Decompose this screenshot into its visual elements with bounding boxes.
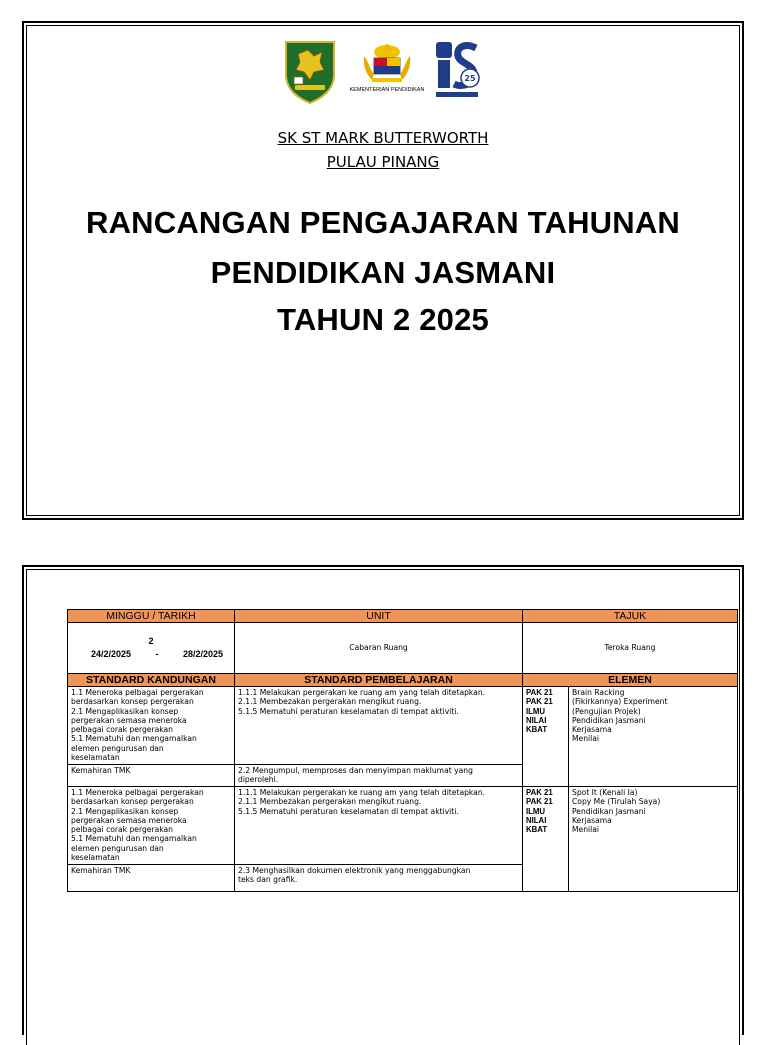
standard-pembelajaran-cell bbox=[235, 787, 523, 865]
elemen-code: PAK 21 bbox=[526, 797, 553, 807]
tmk-sp-line: 2.3 Menghasilkan dokumen elektronik yang menggabungkan bbox=[238, 866, 471, 875]
elemen-codes-cell bbox=[523, 687, 569, 787]
sp-line: 1.1.1 Melakukan pergerakan ke ruang am yang telah ditetapkan. bbox=[238, 788, 486, 797]
elemen-code: PAK 21 bbox=[526, 688, 553, 697]
elemen-item: Kerjasama bbox=[572, 725, 612, 735]
document-title: RANCANGAN PENGAJARAN TAHUNAN bbox=[85, 205, 681, 240]
elemen-code: PAK 21 bbox=[526, 788, 553, 797]
sk-line: 1.1 Meneroka pelbagai pergerakan bbox=[71, 688, 204, 697]
sk-line: berdasarkan konsep pergerakan bbox=[71, 797, 194, 807]
svg-text:25: 25 bbox=[464, 74, 476, 83]
tmk-cell: Kemahiran TMK bbox=[68, 865, 235, 892]
elemen-code: ILMU bbox=[526, 706, 546, 716]
table-row bbox=[68, 787, 738, 865]
header-standard-kandungan: STANDARD KANDUNGAN bbox=[68, 674, 235, 687]
date-start: 24/2/2025 bbox=[91, 649, 132, 659]
header-standard-pembelajaran: STANDARD PEMBELAJARAN bbox=[235, 674, 523, 687]
elemen-details-cell bbox=[569, 687, 738, 787]
header-row bbox=[68, 610, 738, 623]
lesson-plan-table bbox=[67, 609, 738, 892]
year-title: TAHUN 2 2025 bbox=[276, 302, 489, 337]
sk-line: pelbagai corak pergerakan bbox=[71, 825, 173, 835]
week-date-cell bbox=[68, 623, 235, 674]
elemen-item: Spot It (Kenali Ia) bbox=[572, 788, 638, 797]
elemen-code: KBAT bbox=[526, 825, 548, 835]
sk-line: berdasarkan konsep pergerakan bbox=[71, 697, 194, 707]
cover-page bbox=[22, 21, 744, 520]
elemen-code: NILAI bbox=[526, 815, 547, 825]
sk-line: elemen pengurusan dan bbox=[71, 843, 164, 853]
tmk-sp-cell bbox=[235, 865, 523, 892]
elemen-codes-cell bbox=[523, 787, 569, 892]
elemen-item: Menilai bbox=[572, 825, 600, 835]
week-number: 2 bbox=[148, 635, 154, 646]
header-minggu: MINGGU / TARIKH bbox=[68, 610, 235, 623]
anniversary-25-logo bbox=[434, 40, 480, 103]
header-unit: UNIT bbox=[235, 610, 523, 623]
tajuk-cell: Teroka Ruang bbox=[523, 623, 738, 674]
tmk-sp-line: diperolehi. bbox=[238, 775, 279, 785]
subject-title: PENDIDIKAN JASMANI bbox=[210, 255, 556, 290]
sp-line: 5.1.5 Mematuhi peraturan keselamatan di tempat aktiviti. bbox=[238, 806, 459, 816]
school-crest-logo bbox=[284, 40, 336, 109]
kpm-logo bbox=[344, 40, 430, 93]
sk-line: 2.1 Mengaplikasikan konsep bbox=[71, 706, 179, 716]
sk-line: pergerakan semasa meneroka bbox=[71, 815, 187, 825]
sp-line: 2.1.1 Membezakan pergerakan mengikut ruang. bbox=[238, 697, 422, 707]
sp-line: 1.1.1 Melakukan pergerakan ke ruang am yang telah ditetapkan. bbox=[238, 688, 486, 697]
school-state: PULAU PINANG bbox=[326, 153, 440, 171]
standard-pembelajaran-cell bbox=[235, 687, 523, 765]
tmk-cell: Kemahiran TMK bbox=[68, 765, 235, 787]
plan-page bbox=[22, 565, 744, 1035]
kpm-label: KEMENTERIAN PENDIDIKAN bbox=[349, 87, 425, 93]
standard-kandungan-cell bbox=[68, 787, 235, 865]
school-name: SK ST MARK BUTTERWORTH bbox=[277, 129, 489, 147]
info-row bbox=[68, 623, 738, 674]
elemen-item: Menilai bbox=[572, 734, 600, 744]
date-separator: - bbox=[155, 649, 159, 659]
elemen-item: (Fikirkannya) Experiment bbox=[572, 697, 668, 707]
tmk-sp-cell bbox=[235, 765, 523, 787]
elemen-code: KBAT bbox=[526, 725, 548, 735]
elemen-details-cell bbox=[569, 787, 738, 892]
table-row bbox=[68, 687, 738, 765]
elemen-code: ILMU bbox=[526, 806, 546, 816]
sk-line: 1.1 Meneroka pelbagai pergerakan bbox=[71, 788, 204, 797]
elemen-item: Pendidikan Jasmani bbox=[572, 715, 646, 725]
date-range bbox=[71, 646, 231, 659]
elemen-item: Copy Me (Tirulah Saya) bbox=[572, 797, 661, 807]
tmk-sp-line: teks dan grafik. bbox=[238, 875, 298, 885]
header-elemen: ELEMEN bbox=[523, 674, 738, 687]
elemen-item: Pendidikan Jasmani bbox=[572, 806, 646, 816]
sk-line: keselamatan bbox=[71, 753, 120, 763]
subheader-row bbox=[68, 674, 738, 687]
standard-kandungan-cell bbox=[68, 687, 235, 765]
sp-line: 5.1.5 Mematuhi peraturan keselamatan di tempat aktiviti. bbox=[238, 706, 459, 716]
sk-line: 5.1 Mematuhi dan mengamalkan bbox=[71, 834, 197, 844]
sk-line: pergerakan semasa meneroka bbox=[71, 715, 187, 725]
unit-cell: Cabaran Ruang bbox=[235, 623, 523, 674]
sk-line: 5.1 Mematuhi dan mengamalkan bbox=[71, 734, 197, 744]
elemen-item: Kerjasama bbox=[572, 815, 612, 825]
sp-line: 2.1.1 Membezakan pergerakan mengikut ruang. bbox=[238, 797, 422, 807]
sk-line: 2.1 Mengaplikasikan konsep bbox=[71, 806, 179, 816]
sk-line: elemen pengurusan dan bbox=[71, 743, 164, 753]
table-row bbox=[68, 765, 738, 787]
elemen-code: PAK 21 bbox=[526, 697, 553, 707]
tmk-sp-line: 2.2 Mengumpul, memproses dan menyimpan maklumat yang bbox=[238, 766, 473, 775]
sk-line: pelbagai corak pergerakan bbox=[71, 725, 173, 735]
date-end: 28/2/2025 bbox=[182, 649, 223, 659]
elemen-code: NILAI bbox=[526, 715, 547, 725]
table-row bbox=[68, 865, 738, 892]
sk-line: keselamatan bbox=[71, 853, 120, 863]
elemen-item: (Pengujian Projek) bbox=[572, 706, 641, 716]
header-tajuk: TAJUK bbox=[523, 610, 738, 623]
elemen-item: Brain Racking bbox=[572, 688, 625, 697]
